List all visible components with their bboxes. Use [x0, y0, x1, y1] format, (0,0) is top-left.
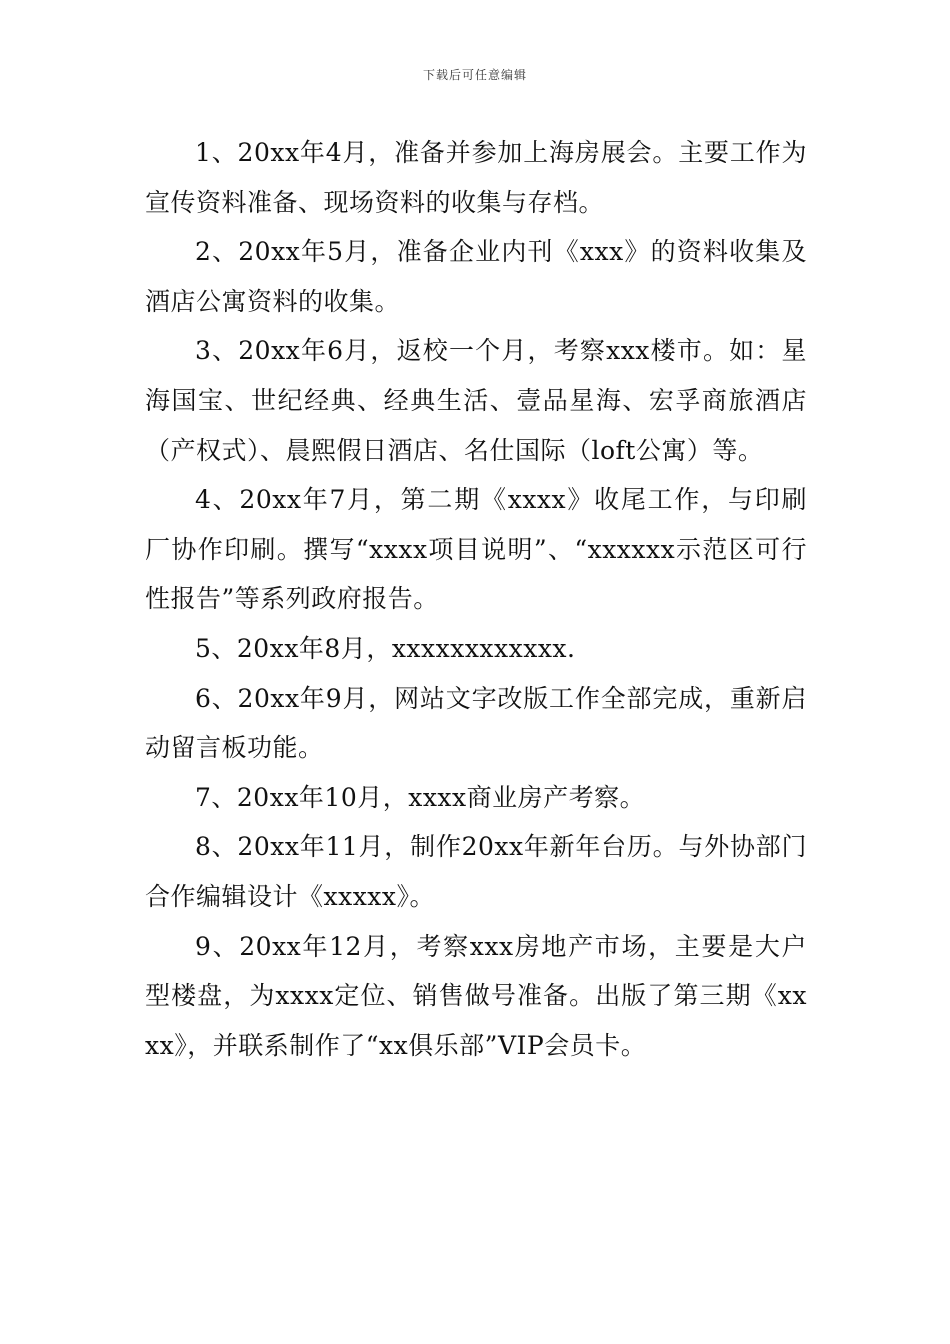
paragraph-6: 6、20xx年9月，网站文字改版工作全部完成，重新启动留言板功能。	[145, 683, 807, 763]
paragraph-3: 3、20xx年6月，返校一个月，考察xxx楼市。如：星海国宝、世纪经典、经典生活、壹品星海、宏孚商旅酒店（产权式）、晨熙假日酒店、名仕国际（loft公寓）等。	[145, 336, 807, 465]
paragraph-1: 1、20xx年4月，准备并参加上海房展会。主要工作为宣传资料准备、现场资料的收集与存档。	[145, 138, 807, 217]
paragraph-9: 9、20xx年12月，考察xxx房地产市场，主要是大户型楼盘，为xxxx定位、销售做号准备。出版了第三期《xxxx》，并联系制作了“xx俱乐部”VIP会员卡。	[145, 931, 807, 1060]
paragraph-7: 7、20xx年10月，xxxx商业房产考察。	[195, 782, 646, 812]
header-note: 下载后可任意编辑	[422, 68, 527, 82]
paragraph-8: 8、20xx年11月，制作20xx年新年台历。与外协部门合作编辑设计《xxxxx》。	[145, 832, 807, 911]
paragraph-4: 4、20xx年7月，第二期《xxxx》收尾工作，与印刷厂协作印刷。撰写“xxxx项目说明”、“xxxxxx示范区可行性报告”等系列政府报告。	[145, 485, 807, 614]
paragraph-5: 5、20xx年8月，xxxxxxxxxxxx.	[195, 633, 576, 663]
paragraph-2: 2、20xx年5月，准备企业内刊《xxx》的资料收集及酒店公寓资料的收集。	[145, 237, 807, 316]
document-body	[145, 128, 807, 1070]
